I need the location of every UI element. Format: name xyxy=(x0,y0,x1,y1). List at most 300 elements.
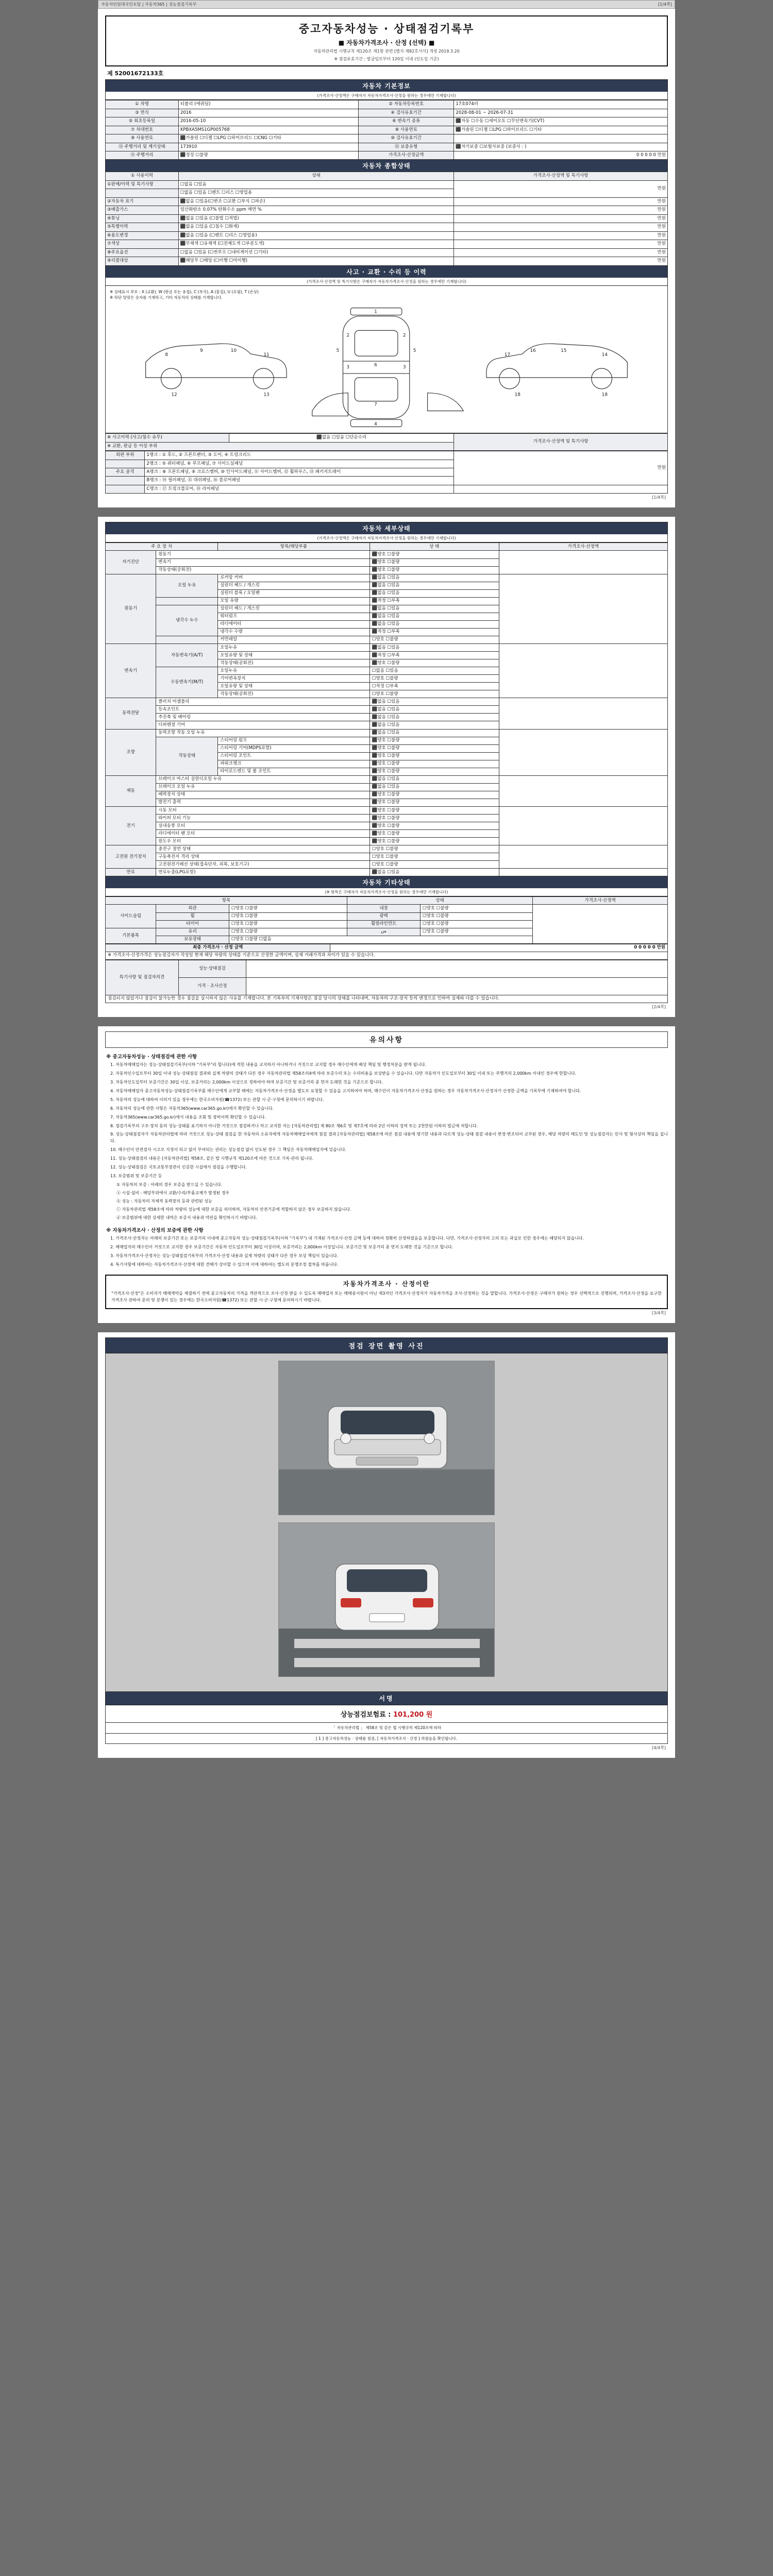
diagram-legend-1: ※ 상태표시 부호 : X (교환), W (판금 또는 용접), C (부식), A (흠집), U (요철), T (손상) xyxy=(110,289,259,294)
part-state: ⬛없음 ☐있음 xyxy=(369,721,499,729)
table-row xyxy=(106,574,668,582)
field-label: ③ 연식 xyxy=(106,109,179,117)
price-estimate-label: 가격조사·산정금액 xyxy=(358,151,453,160)
accident-price-value: 만원 xyxy=(454,451,668,485)
part-state: ⬛없음 ☐있음 xyxy=(369,729,499,737)
field-value xyxy=(454,134,668,143)
inspection-photo-rear xyxy=(278,1522,495,1677)
part-state: ☐양호 ☐불량 xyxy=(369,845,499,853)
field-label: ⑤ 최초등록일 xyxy=(106,117,179,126)
group-label: 원동기 xyxy=(106,574,156,643)
part-name: 구동축전지 격리 상태 xyxy=(156,853,370,861)
notice-item: 5. 자동차의 성능에 대하여 이의가 있을 경우에는 한국소비자원(☎1372) 또는 관할 시·군·구청에 문의하시기 바랍니다. xyxy=(110,1097,324,1102)
table-row xyxy=(106,869,668,876)
section-basic-info xyxy=(105,79,668,100)
svg-text:3: 3 xyxy=(346,365,350,370)
page-4 xyxy=(98,1332,675,1758)
group-price xyxy=(499,551,667,574)
section-overall-state xyxy=(105,160,668,172)
part-name: 추진축 및 베어링 xyxy=(156,714,370,721)
inspection-photo-front xyxy=(278,1361,495,1515)
part-state: ⬛양호 ☐불량 xyxy=(369,830,499,838)
part-name: 타이로드엔드 및 볼 조인트 xyxy=(218,768,370,775)
part-state: ⬛양호 ☐불량 xyxy=(369,760,499,768)
parts-rank-2: 2랭크 : ⑤ 쿼터패널, ⑥ 루프패널, ⑦ 사이드실패널 xyxy=(145,460,454,468)
table-row xyxy=(106,143,668,151)
other-state-2: ☐양호 ☐불량 xyxy=(420,905,532,912)
special-row-value xyxy=(246,960,667,977)
car-diagram xyxy=(110,300,663,432)
subgroup-label: 자동변속기(A/T) xyxy=(156,644,218,667)
page-3-corner: [3/4쪽] xyxy=(652,1311,666,1316)
part-state: ⬛양호 ☐불량 xyxy=(369,737,499,744)
document-id: 제 52001672133호 xyxy=(107,70,164,77)
notice-subitem: ⓒ 자동차관리법 제58조에 따라 차량의 성능에 대한 보증을 의미하며, 자동차의 안전기준에 적합하지 않은 경우 보증하지 않습니다. xyxy=(116,1207,351,1212)
car-diagram-svg xyxy=(110,300,663,432)
part-state: ⬛없음 ☐있음 xyxy=(369,582,499,589)
field-value: ⬛정상 ☐불량 xyxy=(178,151,358,160)
row-price: 만원 xyxy=(454,248,668,257)
page-3 xyxy=(98,1026,675,1324)
table-row xyxy=(106,214,668,223)
row-price: 만원 xyxy=(454,231,668,240)
row-label: ①판매/이력 및 특기사항 xyxy=(106,180,179,189)
field-label: ⑥ 변속기 종류 xyxy=(358,117,453,126)
svg-text:11: 11 xyxy=(263,352,270,358)
group-label: 기본품목 xyxy=(106,928,156,943)
photo-area xyxy=(105,1353,668,1692)
row-label: ⑧주요옵션 xyxy=(106,248,179,257)
part-state: ☐적정 ☐부족 xyxy=(369,683,499,690)
table-row xyxy=(106,551,668,558)
row-state: ⬛없음 ☐있음 (☐침수 ☐화재) xyxy=(178,223,454,231)
part-name: 오일누유 xyxy=(218,667,370,675)
part-state: ⬛없음 ☐있음 xyxy=(369,775,499,783)
photo-front-svg xyxy=(279,1361,495,1515)
field-value: 티볼리 (에쿼딜) xyxy=(178,100,358,109)
notice-item: 13. 보증범위 및 보증기간 등 xyxy=(110,1174,162,1179)
footer-legal-2: [ 1 ] 중고자동차성능 · 상태를 점검, [ 자동차가격조사 · 산정 ] 하였음을 확인합니다. xyxy=(105,1734,668,1744)
group-label: 전기 xyxy=(106,807,156,845)
part-state: ⬛없음 ☐있음 xyxy=(369,869,499,876)
notice-section-1-heading: ※ 중고자동차성능 · 상태점검에 관한 사항 xyxy=(106,1054,197,1060)
row-label: ⑦색상 xyxy=(106,240,179,248)
svg-text:5: 5 xyxy=(413,348,416,354)
part-name: 작동상태(공회전) xyxy=(156,566,370,574)
part-state: ⬛없음 ☐있음 xyxy=(369,783,499,791)
special-notes-footnote: 점검되지 않았거나 점검이 불가능한 경우 점검을 실시하지 않은 사유를 기재합니다. 본 기록부의 기재사항은 점검 당시의 상태를 나타내며, 자동차의 구조·장치 등의 변경으로 인하여 실제와 다를 수 있습니다. xyxy=(106,995,668,1003)
part-name: 등속조인트 xyxy=(156,706,370,714)
col-usage-history: ① 사용이력 xyxy=(106,172,179,180)
svg-text:3: 3 xyxy=(402,365,406,370)
row-label: ③배출가스 xyxy=(106,206,179,214)
part-name: 실린더 블록 / 오일팬 xyxy=(218,589,370,597)
part-state: ⬛적정 ☐부족 xyxy=(369,652,499,659)
part-state: ⬛양호 ☐불량 xyxy=(369,822,499,830)
part-state: ⬛양호 ☐불량 xyxy=(369,744,499,752)
col-main-device: 주 요 장 치 xyxy=(106,543,218,551)
field-label: ② 자동차등록번호 xyxy=(358,100,453,109)
table-header-row xyxy=(106,897,668,905)
group-price xyxy=(499,845,667,869)
group-price xyxy=(499,775,667,806)
part-name: 윈도우 모터 xyxy=(156,838,370,845)
other-state: ☐양호 ☐불량 xyxy=(229,905,347,912)
svg-text:2: 2 xyxy=(346,333,350,338)
part-state: ⬛양호 ☐불량 xyxy=(369,791,499,799)
part-name: 동력조향 작동 오일 누유 xyxy=(156,729,370,737)
col-state: 상태 xyxy=(178,172,454,180)
svg-text:4: 4 xyxy=(374,421,377,427)
notice-item: 12. 성능·상태점검은 국토교통부장관이 인증한 시설에서 점검을 수행합니다. xyxy=(110,1165,247,1170)
section-detail-note: (가격조사·산정액은 구매자가 자동차가격조사·산정을 원하는 경우에만 기재합니다) xyxy=(106,534,667,543)
table-row xyxy=(106,248,668,257)
group-price xyxy=(499,807,667,845)
other-name: 보유상태 xyxy=(156,936,229,943)
notice-item: 10. 매수인이 안전검사 시고로 지정이 되고 없이 부여되는 권리는 성능점검 없이 인도된 경우 그 책임은 자동차매매업자에 있습니다. xyxy=(110,1147,346,1153)
notice-item: 9. 성능·상태점검자가 자동차관리법에 따라 거짓으로 성능·상태 점검을 한 자동차의 소유자에게 자동차매매업자에게 점검 결과 [자동차관리법] 제58조에 따른 점검 내용에 명기한 내용과 다르게 성능·상태 점검 내용이 변경·변조되어 교부된 경우, 해당 차량의 매도인 및 성능점검자는 민사 및 형사상의 책임을 집니다. xyxy=(110,1132,668,1144)
part-name: 작동상태(공회전) xyxy=(218,659,370,667)
page-subtitle: ■ 자동차가격조사 · 산정 (선택) ■ xyxy=(338,39,435,46)
subgroup-label: 냉각수 누수 xyxy=(156,605,218,636)
field-label: ⑫ 보증유형 xyxy=(358,143,453,151)
svg-text:15: 15 xyxy=(561,348,567,354)
subgroup-label xyxy=(156,597,218,605)
table-header-row xyxy=(106,172,668,180)
inspection-fee-value: 101,200 원 xyxy=(393,1711,433,1719)
svg-text:8: 8 xyxy=(165,352,169,358)
table-row xyxy=(106,952,668,959)
other-state-2: ☐양호 ☐불량 xyxy=(420,928,532,936)
section-accident-header: 사고 · 교환 · 수리 등 이력 xyxy=(106,266,667,278)
notice-subitem: ⓐ 시설·설비 : 해당부위에서 교환/수리/부품교체가 발생된 경우 xyxy=(116,1191,230,1196)
table-row xyxy=(106,223,668,231)
row-label: ⑤특별이력 xyxy=(106,223,179,231)
row-price: 만원 xyxy=(454,223,668,231)
other-state: ☐양호 ☐불량 ☐없음 xyxy=(229,936,533,943)
diagram-legend-2: ※ 하단 알맞은 숫자를 기재하고, 기타 자동차의 상태를 기재합니다. xyxy=(110,295,223,300)
part-name: 배력장치 상태 xyxy=(156,791,370,799)
group-label: 변속기 xyxy=(106,644,156,698)
table-row xyxy=(106,807,668,815)
special-notes-table xyxy=(105,960,668,1003)
col-part-name: 항목/해당부품 xyxy=(218,543,370,551)
section-basic-header: 자동차 기본정보 xyxy=(106,80,667,92)
row-state: ⬛없음 ☐있음 (☐불법 ☐적법) xyxy=(178,214,454,223)
other-state-table xyxy=(105,896,668,943)
table-row xyxy=(106,231,668,240)
field-value: 2016 xyxy=(178,109,358,117)
inspection-fee-row xyxy=(105,1705,668,1723)
row-price: 만원 xyxy=(454,240,668,248)
parts-rank-c: C랭크 : ⑰ 트렁크플로어, ⑱ 리어패널 xyxy=(145,485,454,493)
overall-state-table xyxy=(105,172,668,265)
accident-price-blank xyxy=(454,485,668,493)
table-row xyxy=(106,100,668,109)
parts-group-frame-3 xyxy=(106,485,145,493)
svg-text:9: 9 xyxy=(200,348,203,354)
parts-label: ※ 교환, 판금 등 이상 부위 xyxy=(106,442,454,450)
part-name: 변속기 xyxy=(156,558,370,566)
other-name: 휠 xyxy=(156,912,229,920)
svg-text:12: 12 xyxy=(171,392,177,398)
part-state: ⬛적정 ☐부족 xyxy=(369,597,499,605)
signature-header: 서명 xyxy=(105,1692,668,1705)
inspection-fee-label: 상능점검보험료 : xyxy=(340,1711,391,1719)
notice-item: 3. 자동차인도일부터 보증기간은 30일 이상, 보증거리는 2,000km 이상으로 정하여야 하며 보증기간 및 보증거리 중 먼저 도래한 것을 기준으로 합니다. xyxy=(110,1079,383,1084)
part-state: ⬛없음 ☐있음 xyxy=(369,644,499,652)
field-value: ⬛자기보증 ☐보험사보증 (보증사 : ) xyxy=(454,143,668,151)
accident-history-state: ⬛없음 ☐있음 ☐단순수리 xyxy=(229,434,454,442)
notice-item: 4. 자동차매매업자 중고자동차성능·상태점검기록부를 매수인에게 교부할 때에는 자동차가격조사·산정을 별도로 요청할 수 있음을 고지하여야 하며, 매수인이 자동차가격조사·산정을 원하는 경우 자동차가격조사·산정자가 산정한 금액을 기록부에 기재하여야 합니다. xyxy=(110,1088,581,1093)
table-row xyxy=(106,775,668,783)
basic-info-table xyxy=(105,100,668,160)
document-title-block xyxy=(105,15,668,66)
table-row xyxy=(106,134,668,143)
part-state: ⬛양호 ☐불량 xyxy=(369,807,499,815)
table-row xyxy=(106,180,668,189)
group-label: 제동 xyxy=(106,775,156,806)
field-label: ⑧ 사용연료 xyxy=(358,126,453,134)
field-label: ⑨ 사용연료 xyxy=(106,134,179,143)
special-row-label: 가격 · 조사산정 xyxy=(178,977,246,995)
part-name: 오일누유 xyxy=(218,644,370,652)
svg-text:10: 10 xyxy=(230,348,237,354)
other-name-2: 휠얼라인먼트 xyxy=(347,920,421,928)
part-state: ⬛양호 ☐불량 xyxy=(369,659,499,667)
part-state: ⬛양호 ☐불량 xyxy=(369,815,499,822)
part-name: 실린더 헤드 / 개스킷 xyxy=(218,582,370,589)
svg-text:7: 7 xyxy=(374,402,377,408)
total-price-note: ※ 가격조사·산정가격은 성능점검자가 작성일 현재 해당 차량의 상태를 기준으로 산정한 금액이며, 실제 거래가격과 차이가 있을 수 있습니다. xyxy=(106,952,668,959)
part-state: ☐양호 ☐불량 xyxy=(369,853,499,861)
group-price xyxy=(499,644,667,698)
row-state: ⬛해당무 ☐해당 (☐이행 ☐미이행) xyxy=(178,257,454,265)
row-label: ②자동차 표기 xyxy=(106,197,179,206)
field-value: ⬛가솔린 ☐디젤 ☐LPG ☐하이브리드 ☐기타 xyxy=(454,126,668,134)
section-other-note: (※ 항목은 구매자가 자동차가격조사·산정을 원하는 경우에만 기재합니다) xyxy=(106,888,667,896)
group-label: 동력전달 xyxy=(106,698,156,729)
parts-group-outer: 외판 부위 xyxy=(106,451,145,460)
svg-text:17: 17 xyxy=(504,352,511,358)
group-price xyxy=(499,574,667,643)
total-price-label: 최종 가격조사 · 산정 금액 xyxy=(106,944,330,952)
part-state: ⬛없음 ☐있음 xyxy=(369,613,499,620)
section-overall-header: 자동차 종합상태 xyxy=(106,160,667,172)
field-value: 17호074러 xyxy=(454,100,668,109)
part-name: 고전원전기배선 상태(접속단자, 피복, 보호기구) xyxy=(156,861,370,869)
part-name: 브레이크 오일 누유 xyxy=(156,783,370,791)
part-state: ⬛양호 ☐불량 xyxy=(369,838,499,845)
part-name: 디퍼렌셜 기어 xyxy=(156,721,370,729)
table-row xyxy=(106,729,668,737)
table-row xyxy=(106,944,668,952)
part-state: ☐양호 ☐불량 xyxy=(369,690,499,698)
table-row xyxy=(106,485,668,493)
section-other-header: 자동차 기타상태 xyxy=(106,876,667,888)
other-price xyxy=(533,905,668,943)
row-state: ⬛무채색 ☐유채색 (☐전체도색 ☐부분도색) xyxy=(178,240,454,248)
field-value: 2028-08-01 ~ 2026-07-31 xyxy=(454,109,668,117)
part-state: ⬛양호 ☐불량 xyxy=(369,551,499,558)
svg-text:1: 1 xyxy=(374,309,377,315)
parts-rank-b: B랭크 : ⑭ 필러패널, ⑮ 대쉬패널, ⑯ 플로어패널 xyxy=(145,477,454,485)
group-price xyxy=(499,698,667,729)
part-name: 스티어링 펌프 xyxy=(218,737,370,744)
part-name: 발전기 출력 xyxy=(156,799,370,806)
notice-item: 2. 자동차인수일로부터 30일 이내 성능·상태점검 결과와 실제 차량의 상태가 다른 경우 자동차관리법 제58조의4에 따라 보증수리 또는 수리비용을 보상받을 수 있습니다. 다만 자동차가 인도일로부터 30일 이내 또는 주행거리 2,000km 이내인 경우에 한합니다. xyxy=(110,1071,577,1076)
row-price: 만원 xyxy=(454,197,668,206)
group-label: 사이드슬립 xyxy=(106,905,156,928)
table-row xyxy=(106,126,668,134)
field-label: ④ 검사유효기간 xyxy=(358,109,453,117)
row-state: ⬛없음 ☐있음(☐변조 ☐교환 ☐부식 ☐파손) xyxy=(178,197,454,206)
notice-item: 6. 자동차의 성능에 관한 사항은 자동차365(www.car365.go.kr)에서 확인할 수 있습니다. xyxy=(110,1106,274,1111)
page-1 xyxy=(98,0,675,507)
part-state: ⬛양호 ☐불량 xyxy=(369,752,499,760)
notice-item: 11. 성능·상태점검의 내용은 [자동차관리법] 제58조, 같은 법 시행규칙 제120조에 따른 것으로 기록·관리 됩니다. xyxy=(110,1156,314,1161)
svg-text:14: 14 xyxy=(601,352,608,358)
row-label xyxy=(106,189,179,197)
part-name: 충전구 절연 상태 xyxy=(156,845,370,853)
table-row xyxy=(106,151,668,160)
section-detail-header: 자동차 세부상태 xyxy=(106,522,667,534)
other-state-2: ☐양호 ☐불량 xyxy=(420,920,532,928)
table-header-row xyxy=(106,543,668,551)
section-other-state xyxy=(105,876,668,896)
table-row xyxy=(106,977,668,995)
row-price: 만원 xyxy=(454,257,668,265)
part-name: 와이퍼 모터 기능 xyxy=(156,815,370,822)
section-accident-note: (가격조사·산정액 및 특기사항은 구매자가 자동차가격조사·산정을 원하는 경우에만 기재합니다) xyxy=(106,278,667,286)
svg-text:5: 5 xyxy=(336,348,340,354)
part-state: ☐양호 ☐불량 xyxy=(369,675,499,683)
group-label: 연료 xyxy=(106,869,156,876)
table-row xyxy=(106,240,668,248)
page-title-note-2: ※ 점검유효기간 : 발급일로부터 120일 이내 (인도일 기준) xyxy=(334,56,439,61)
part-name: 기어변속장치 xyxy=(218,675,370,683)
parts-rank-table xyxy=(105,451,668,494)
special-row-label: 성능·상태점검 xyxy=(178,960,246,977)
part-name: 워터펌프 xyxy=(218,613,370,620)
part-state: ⬛적정 ☐부족 xyxy=(369,628,499,636)
field-value: ⬛가솔린 ☐디젤 ☐LPG ☐하이브리드 ☐CNG ☐기타 xyxy=(178,134,358,143)
field-label: ⑪ 주행거리 xyxy=(106,151,179,160)
part-state: ⬛없음 ☐있음 xyxy=(369,698,499,706)
price-survey-definition-text: "가격조사·산정"은 소비자가 매매계약을 체결하기 전에 중고자동차의 가격을 객관적으로 조사·산정 받을 수 있도록 매매업자 또는 매매종사원이 아닌 제3자인 가격조사·산정자가 자동차가격을 조사·산정하는 것을 말합니다. 가격조사·산정은 구매자가 원하는 경우 선택적으로 진행되며, 가격조사·산정을 요구한 가격조사 관하여 문의 및 분쟁이 있는 경우에는 한국소비자원(☎1372) 또는 관할 시·군·구청에 문의하시기 바랍니다. xyxy=(111,1291,662,1302)
field-label: ⑬ 주행거리 및 계기상태 xyxy=(106,143,179,151)
col-other-state: 상태 xyxy=(347,897,533,905)
svg-text:18: 18 xyxy=(601,392,608,398)
page-title: 중고자동차성능 · 상태점검기록부 xyxy=(298,23,475,35)
accident-summary-table xyxy=(105,433,668,451)
part-name: 클러치 어셈블리 xyxy=(156,698,370,706)
notice-subitem: ⓑ 성능 : 자동차의 자체적 동력장치 등과 관련된 성능 xyxy=(116,1199,212,1204)
group-price xyxy=(499,869,667,876)
part-name: 라디에이터 xyxy=(218,620,370,628)
notice-item: 8. 점검기록부의 구조·장치 동의 성능·상태를 표기하지 아니한 거짓으로 점검하거나 차고 교지한 자는 [자동차관리법] 제 80조 제6호 및 제7호에 따라 2년 이하의 징역 또는 2천만원 이하의 벌금에 처합니다. xyxy=(110,1123,478,1128)
part-name: 스티어링 기어(MDPS포함) xyxy=(218,744,370,752)
table-row xyxy=(106,257,668,265)
accident-price-label: 가격조사·산정액 및 특기사항 xyxy=(454,434,668,451)
other-name-2: 광택 xyxy=(347,912,421,920)
part-name: 커먼레일 xyxy=(218,636,370,643)
parts-rank-a: A랭크 : ⑧ 프론트패널, ⑨ 크로스멤버, ⑩ 인사이드패널, ⑪ 사이드멤버, ⑫ 휠하우스, ⑬ 패키지트레이 xyxy=(145,468,454,477)
svg-text:6: 6 xyxy=(374,363,377,368)
part-name: 오일유량 및 상태 xyxy=(218,652,370,659)
table-row xyxy=(106,698,668,706)
parts-rank-1: 1랭크 : ① 후드, ② 프론트팬더, ③ 도어, ④ 트렁크리드 xyxy=(145,451,454,460)
part-state: ⬛양호 ☐불량 xyxy=(369,799,499,806)
subgroup-label: 작동상태 xyxy=(156,737,218,775)
parts-group-frame-2 xyxy=(106,477,145,485)
page-4-corner: [4/4쪽] xyxy=(652,1745,666,1750)
col-other-item: 항목 xyxy=(106,897,347,905)
part-state: ⬛없음 ☐있음 xyxy=(369,589,499,597)
part-name: 로커암 커버 xyxy=(218,574,370,582)
window-titlebar xyxy=(98,0,675,9)
row-price: 만원 xyxy=(454,214,668,223)
part-state: ☐양호 ☐불량 xyxy=(369,861,499,869)
other-state: ☐양호 ☐불량 xyxy=(229,912,347,920)
table-row xyxy=(106,451,668,460)
table-row xyxy=(106,206,668,214)
notice-section-2-heading: ※ 자동차가격조사 · 산정의 보증에 관한 사항 xyxy=(106,1227,204,1233)
section-detail-state xyxy=(105,522,668,543)
other-state: ☐양호 ☐불량 xyxy=(229,928,347,936)
row-state: ⬛없음 ☐있음 (☐렌트 ☐리스 ☐영업용) xyxy=(178,231,454,240)
other-name-2: 내장 xyxy=(347,905,421,912)
group-label: 자기진단 xyxy=(106,551,156,574)
table-row xyxy=(106,960,668,977)
row-price: 만원 xyxy=(454,180,668,197)
col-state: 상 태 xyxy=(369,543,499,551)
row-label: ④튜닝 xyxy=(106,214,179,223)
notice-subitem: ⓓ 보증범위에 대한 상세한 내역은 보증서 내용과 약관을 확인하시기 바랍니다. xyxy=(116,1215,257,1220)
part-name: 라디에이터 팬 모터 xyxy=(156,830,370,838)
part-name: 브레이크 마스터 실린더오일 누유 xyxy=(156,775,370,783)
field-value: ⬛자동 ☐수동 ☐세미오토 ☐무단변속기(CVT) xyxy=(454,117,668,126)
table-row xyxy=(106,434,668,442)
part-name: 스티어링 조인트 xyxy=(218,752,370,760)
col-price-note: 가격조사·산정액 및 특기사항 xyxy=(454,172,668,180)
row-price: 만원 xyxy=(454,206,668,214)
subgroup-label: 오일 누유 xyxy=(156,574,218,597)
table-row xyxy=(106,117,668,126)
special-row-value xyxy=(246,977,667,995)
group-label: 고전원 전기장치 xyxy=(106,845,156,869)
notice-item: 1. 자동차매매업자는 성능·상태점검기록부(이하 "기록부"라 합니다)에 적힌 내용을 교지하지 아니하거나 거짓으로 교지할 경우 매수인에게 배상 책임 및 행정처분을 받게 됩니다. xyxy=(110,1062,427,1067)
row-state: 일산화탄소 0.07% 탄화수소 ppm 매연 % xyxy=(178,206,454,214)
total-price-table xyxy=(105,944,668,960)
field-value: 2016-05-10 xyxy=(178,117,358,126)
row-state: ☐없음 ☐있음 ☐렌트 ☐리스 ☐영업용 xyxy=(178,189,454,197)
row-label: ⑨리콜대상 xyxy=(106,257,179,265)
notice-item: 7. 자동차365(www.car365.go.kr)에서 내용을 조회 및 장비이력 확인할 수 있습니다. xyxy=(110,1114,266,1120)
price-survey-definition-title: 자동차가격조사 · 산정이란 xyxy=(343,1280,430,1287)
car-diagram-container xyxy=(105,286,668,434)
part-name: 작동상태(공회전) xyxy=(218,690,370,698)
row-label: ⑥용도변경 xyxy=(106,231,179,240)
svg-text:18: 18 xyxy=(514,392,520,398)
part-state: ⬛없음 ☐있음 xyxy=(369,714,499,721)
svg-text:2: 2 xyxy=(402,333,406,338)
subgroup-label: 수동변속기(M/T) xyxy=(156,667,218,698)
part-state: ⬛양호 ☐불량 xyxy=(369,566,499,574)
part-state: ⬛양호 ☐불량 xyxy=(369,558,499,566)
col-other-price: 가격조사·산정액 xyxy=(533,897,668,905)
parts-group-frame: 주요 골격 xyxy=(106,468,145,477)
